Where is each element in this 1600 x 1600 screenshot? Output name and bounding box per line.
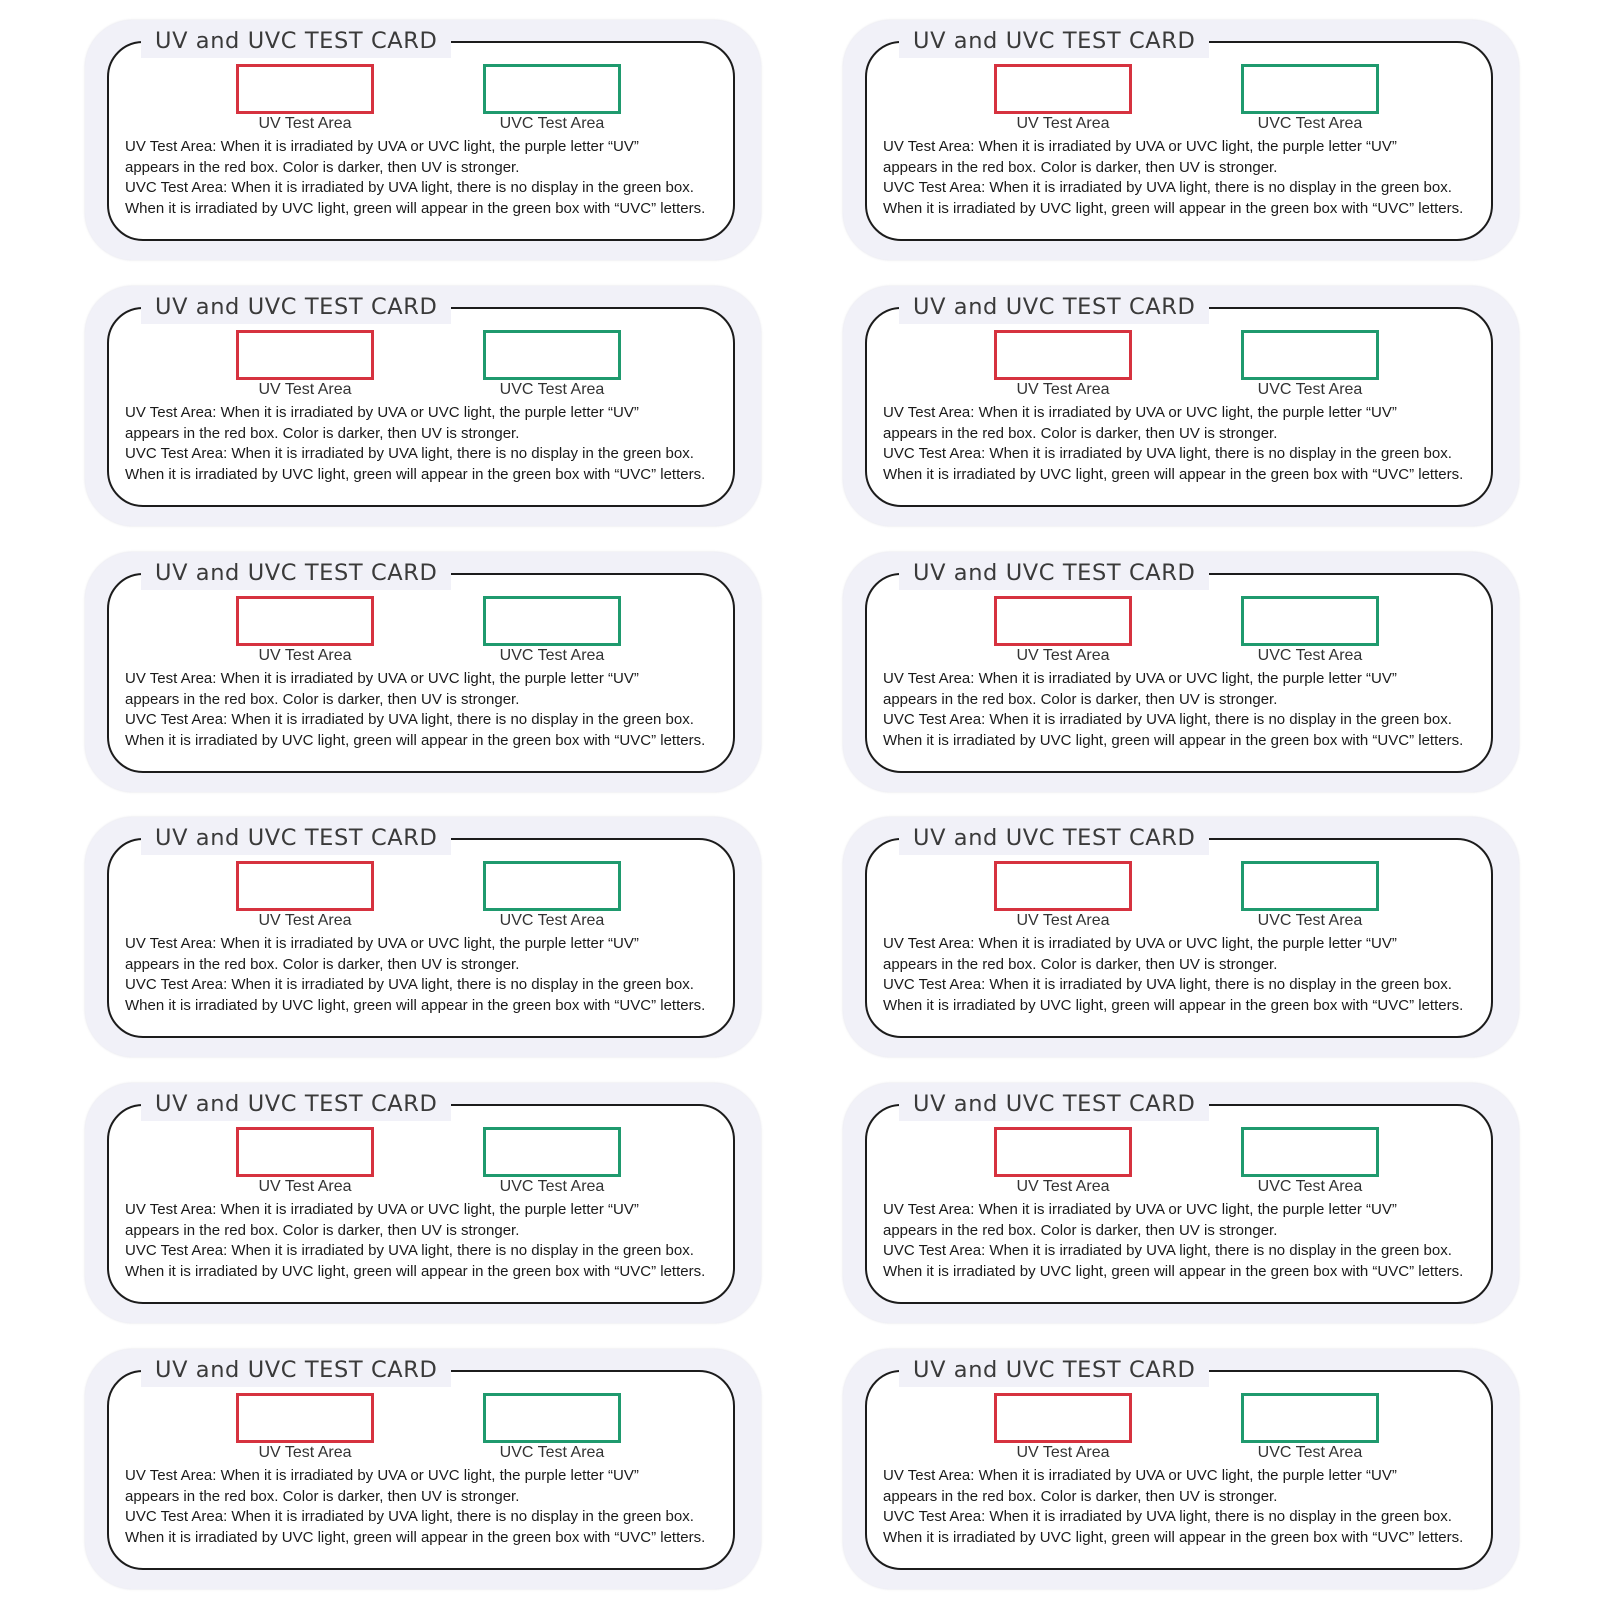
card-title: UV and UVC TEST CARD <box>141 24 451 58</box>
instruction-line: UVC Test Area: When it is irradiated by UVA light, there is no display in the green box. <box>125 711 694 728</box>
uvc-test-area-label: UVC Test Area <box>499 381 605 398</box>
uvc-test-area-green-box <box>1241 330 1379 380</box>
instruction-line: appears in the red box. Color is darker, then UV is stronger. <box>125 158 520 176</box>
instruction-line: UVC Test Area: When it is irradiated by UVA light, there is no display in the green box. <box>883 1508 1452 1525</box>
uv-test-area-label: UV Test Area <box>1016 115 1110 132</box>
test-card-r6-c1 <box>85 1349 761 1589</box>
uv-test-area-label: UV Test Area <box>1016 1444 1110 1461</box>
instruction-line: appears in the red box. Color is darker, then UV is stronger. <box>883 955 1278 973</box>
instruction-line: UV Test Area: When it is irradiated by UVA or UVC light, the purple letter “UV” <box>883 1201 1397 1218</box>
instruction-line: appears in the red box. Color is darker, then UV is stronger. <box>883 1221 1278 1239</box>
uv-test-area-red-box <box>994 330 1132 380</box>
card-instructions <box>883 137 1503 219</box>
instruction-line: When it is irradiated by UVC light, green will appear in the green box with “UVC” letters. <box>125 199 706 217</box>
instruction-line: UV Test Area: When it is irradiated by UVA or UVC light, the purple letter “UV” <box>125 1467 639 1484</box>
uv-test-area-red-box <box>236 64 374 114</box>
uv-test-area-red-box <box>994 64 1132 114</box>
uvc-test-area-green-box <box>483 1127 621 1177</box>
uvc-test-area-green-box <box>1241 596 1379 646</box>
instruction-line: UV Test Area: When it is irradiated by UVA or UVC light, the purple letter “UV” <box>883 138 1397 155</box>
instruction-line: When it is irradiated by UVC light, green will appear in the green box with “UVC” letters. <box>883 465 1464 483</box>
card-instructions <box>883 934 1503 1016</box>
card-instructions <box>125 1200 745 1282</box>
instruction-line: appears in the red box. Color is darker, then UV is stronger. <box>125 955 520 973</box>
instruction-line: UV Test Area: When it is irradiated by UVA or UVC light, the purple letter “UV” <box>883 1467 1397 1484</box>
test-card-r4-c1 <box>85 817 761 1057</box>
instruction-line: UVC Test Area: When it is irradiated by UVA light, there is no display in the green box. <box>883 445 1452 462</box>
uvc-test-area-green-box <box>483 596 621 646</box>
uvc-test-area-green-box <box>1241 64 1379 114</box>
test-card-r1-c1 <box>85 20 761 260</box>
card-instructions <box>125 137 745 219</box>
instruction-line: UV Test Area: When it is irradiated by UVA or UVC light, the purple letter “UV” <box>125 670 639 687</box>
instruction-line: When it is irradiated by UVC light, green will appear in the green box with “UVC” letters. <box>125 1528 706 1546</box>
instruction-line: UV Test Area: When it is irradiated by UVA or UVC light, the purple letter “UV” <box>883 670 1397 687</box>
uvc-test-area-label: UVC Test Area <box>1257 647 1363 664</box>
instruction-line: When it is irradiated by UVC light, green will appear in the green box with “UVC” letters. <box>883 731 1464 749</box>
uv-test-area-red-box <box>236 330 374 380</box>
uv-test-area-red-box <box>994 596 1132 646</box>
uvc-test-area-green-box <box>1241 1393 1379 1443</box>
card-title: UV and UVC TEST CARD <box>141 290 451 324</box>
test-card-r3-c1 <box>85 552 761 792</box>
test-card-r4-c2 <box>843 817 1519 1057</box>
instruction-line: UV Test Area: When it is irradiated by UVA or UVC light, the purple letter “UV” <box>883 935 1397 952</box>
uv-test-area-label: UV Test Area <box>1016 647 1110 664</box>
instruction-line: UVC Test Area: When it is irradiated by UVA light, there is no display in the green box. <box>883 179 1452 196</box>
instruction-line: When it is irradiated by UVC light, green will appear in the green box with “UVC” letters. <box>125 996 706 1014</box>
instruction-line: UVC Test Area: When it is irradiated by UVA light, there is no display in the green box. <box>883 976 1452 993</box>
uvc-test-area-label: UVC Test Area <box>499 1444 605 1461</box>
uv-test-area-red-box <box>994 861 1132 911</box>
card-instructions <box>883 669 1503 751</box>
uv-test-area-label: UV Test Area <box>1016 381 1110 398</box>
uv-test-area-label: UV Test Area <box>258 1444 352 1461</box>
instruction-line: appears in the red box. Color is darker, then UV is stronger. <box>125 690 520 708</box>
instruction-line: UVC Test Area: When it is irradiated by UVA light, there is no display in the green box. <box>125 179 694 196</box>
uvc-test-area-green-box <box>483 64 621 114</box>
instruction-line: UVC Test Area: When it is irradiated by UVA light, there is no display in the green box. <box>883 1242 1452 1259</box>
card-instructions <box>883 403 1503 485</box>
instruction-line: When it is irradiated by UVC light, green will appear in the green box with “UVC” letters. <box>883 996 1464 1014</box>
uv-test-area-label: UV Test Area <box>258 115 352 132</box>
uv-test-area-red-box <box>994 1393 1132 1443</box>
uvc-test-area-label: UVC Test Area <box>1257 912 1363 929</box>
card-title: UV and UVC TEST CARD <box>141 556 451 590</box>
instruction-line: UV Test Area: When it is irradiated by UVA or UVC light, the purple letter “UV” <box>125 404 639 421</box>
card-title: UV and UVC TEST CARD <box>899 290 1209 324</box>
instruction-line: appears in the red box. Color is darker, then UV is stronger. <box>883 158 1278 176</box>
uvc-test-area-green-box <box>483 330 621 380</box>
uv-test-area-label: UV Test Area <box>258 912 352 929</box>
card-title: UV and UVC TEST CARD <box>899 556 1209 590</box>
instruction-line: UVC Test Area: When it is irradiated by UVA light, there is no display in the green box. <box>125 1508 694 1525</box>
card-instructions <box>125 934 745 1016</box>
instruction-line: UV Test Area: When it is irradiated by UVA or UVC light, the purple letter “UV” <box>883 404 1397 421</box>
instruction-line: When it is irradiated by UVC light, green will appear in the green box with “UVC” letters. <box>883 1528 1464 1546</box>
uvc-test-area-label: UVC Test Area <box>1257 1444 1363 1461</box>
card-title: UV and UVC TEST CARD <box>141 1087 451 1121</box>
card-title: UV and UVC TEST CARD <box>899 821 1209 855</box>
uvc-test-area-label: UVC Test Area <box>1257 381 1363 398</box>
card-title: UV and UVC TEST CARD <box>899 24 1209 58</box>
test-card-r5-c1 <box>85 1083 761 1323</box>
instruction-line: When it is irradiated by UVC light, green will appear in the green box with “UVC” letters. <box>125 465 706 483</box>
card-instructions <box>883 1466 1503 1548</box>
test-card-r6-c2 <box>843 1349 1519 1589</box>
instruction-line: When it is irradiated by UVC light, green will appear in the green box with “UVC” letters. <box>125 1262 706 1280</box>
card-title: UV and UVC TEST CARD <box>899 1087 1209 1121</box>
uv-test-area-label: UV Test Area <box>258 647 352 664</box>
test-card-r2-c2 <box>843 286 1519 526</box>
uvc-test-area-green-box <box>483 1393 621 1443</box>
uv-test-area-red-box <box>236 1393 374 1443</box>
test-card-r5-c2 <box>843 1083 1519 1323</box>
uv-test-area-label: UV Test Area <box>1016 912 1110 929</box>
uvc-test-area-label: UVC Test Area <box>499 115 605 132</box>
uvc-test-area-label: UVC Test Area <box>1257 1178 1363 1195</box>
instruction-line: UV Test Area: When it is irradiated by UVA or UVC light, the purple letter “UV” <box>125 1201 639 1218</box>
uvc-test-area-label: UVC Test Area <box>1257 115 1363 132</box>
test-card-r1-c2 <box>843 20 1519 260</box>
card-instructions <box>125 403 745 485</box>
uvc-test-area-green-box <box>1241 861 1379 911</box>
uv-test-area-red-box <box>236 596 374 646</box>
uv-test-area-label: UV Test Area <box>258 381 352 398</box>
uvc-test-area-green-box <box>483 861 621 911</box>
instruction-line: UV Test Area: When it is irradiated by UVA or UVC light, the purple letter “UV” <box>125 138 639 155</box>
instruction-line: appears in the red box. Color is darker, then UV is stronger. <box>125 1221 520 1239</box>
uv-test-area-red-box <box>236 1127 374 1177</box>
test-card-r3-c2 <box>843 552 1519 792</box>
instruction-line: appears in the red box. Color is darker, then UV is stronger. <box>883 1487 1278 1505</box>
card-title: UV and UVC TEST CARD <box>899 1353 1209 1387</box>
instruction-line: When it is irradiated by UVC light, green will appear in the green box with “UVC” letters. <box>125 731 706 749</box>
card-title: UV and UVC TEST CARD <box>141 821 451 855</box>
instruction-line: UVC Test Area: When it is irradiated by UVA light, there is no display in the green box. <box>125 1242 694 1259</box>
uv-test-area-label: UV Test Area <box>258 1178 352 1195</box>
uv-test-area-red-box <box>994 1127 1132 1177</box>
instruction-line: appears in the red box. Color is darker, then UV is stronger. <box>883 690 1278 708</box>
test-card-r2-c1 <box>85 286 761 526</box>
uvc-test-area-label: UVC Test Area <box>499 1178 605 1195</box>
instruction-line: UVC Test Area: When it is irradiated by UVA light, there is no display in the green box. <box>125 976 694 993</box>
instruction-line: appears in the red box. Color is darker, then UV is stronger. <box>125 1487 520 1505</box>
uv-test-area-label: UV Test Area <box>1016 1178 1110 1195</box>
card-instructions <box>883 1200 1503 1282</box>
instruction-line: When it is irradiated by UVC light, green will appear in the green box with “UVC” letters. <box>883 199 1464 217</box>
uv-test-area-red-box <box>236 861 374 911</box>
instruction-line: UV Test Area: When it is irradiated by UVA or UVC light, the purple letter “UV” <box>125 935 639 952</box>
uvc-test-area-label: UVC Test Area <box>499 912 605 929</box>
uvc-test-area-label: UVC Test Area <box>499 647 605 664</box>
instruction-line: appears in the red box. Color is darker, then UV is stronger. <box>883 424 1278 442</box>
instruction-line: appears in the red box. Color is darker, then UV is stronger. <box>125 424 520 442</box>
card-instructions <box>125 1466 745 1548</box>
uvc-test-area-green-box <box>1241 1127 1379 1177</box>
card-instructions <box>125 669 745 751</box>
instruction-line: UVC Test Area: When it is irradiated by UVA light, there is no display in the green box. <box>125 445 694 462</box>
card-title: UV and UVC TEST CARD <box>141 1353 451 1387</box>
instruction-line: When it is irradiated by UVC light, green will appear in the green box with “UVC” letters. <box>883 1262 1464 1280</box>
instruction-line: UVC Test Area: When it is irradiated by UVA light, there is no display in the green box. <box>883 711 1452 728</box>
